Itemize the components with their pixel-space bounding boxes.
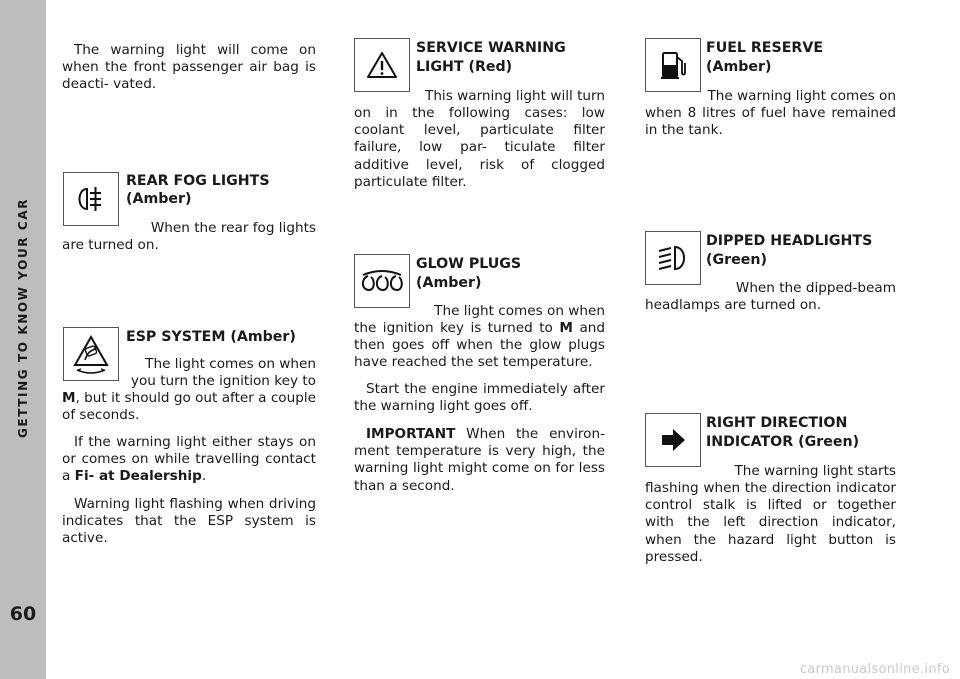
rear-fog-light-icon xyxy=(63,172,119,226)
fuel-pump-icon xyxy=(645,38,701,92)
esp-stays-on: If the warning light either stays on or comes on while travelling contact a xyxy=(62,434,316,485)
service-text-1: This warning light will turn xyxy=(425,88,605,104)
glow-plugs-title-2: (Amber) xyxy=(416,275,482,291)
dipped-headlights-icon xyxy=(645,231,701,285)
right-indicator-title-2: INDICATOR (Green) xyxy=(706,434,860,450)
watermark: carmanualsonline.info xyxy=(799,662,950,677)
service-title-1: SERVICE WARNING xyxy=(416,40,566,56)
glow-text-a: the ignition key is turned to xyxy=(354,320,553,336)
right-indicator-text-rest: flashing when the direction indicator control stalk is lifted or together with the left direction indicator, when the hazard light button is pressed. xyxy=(645,480,896,565)
service-warning-icon xyxy=(354,38,410,92)
sidebar xyxy=(0,0,46,679)
esp-text-3 xyxy=(62,390,316,424)
esp-dot: . xyxy=(201,468,207,485)
esp-flashing-text: Warning light flashing when driving indicates that the ESP system is active. xyxy=(62,496,316,547)
right-indicator-text-1: The warning light starts xyxy=(734,463,896,479)
glow-plugs-text-2 xyxy=(354,320,605,372)
rear-fog-title-2: (Amber) xyxy=(126,191,192,207)
esp-stays-on-text xyxy=(62,434,316,486)
right-indicator-title-1: RIGHT DIRECTION xyxy=(706,415,848,431)
fuel-reserve-title-2: (Amber) xyxy=(706,59,772,75)
fuel-reserve-text-rest: when 8 litres of fuel have remained in the tank. xyxy=(645,105,896,139)
important-label: IMPORTANT xyxy=(366,426,456,442)
important-body: When the environ- ment temperature is very high, the warning light might come on for less than a second. xyxy=(354,426,605,494)
dipped-headlights-title-2: (Green) xyxy=(706,252,767,268)
esp-title: ESP SYSTEM (Amber) xyxy=(126,329,296,345)
key-position-m: M xyxy=(62,390,76,406)
esp-text-1: The light comes on when xyxy=(145,356,316,372)
key-position-m: M xyxy=(559,320,573,336)
dipped-headlights-text-2: headlamps are turned on. xyxy=(645,297,822,313)
right-arrow-icon xyxy=(645,413,701,467)
service-title-2: LIGHT (Red) xyxy=(416,59,513,75)
glow-plugs-text-1: The light comes on when xyxy=(434,303,605,319)
glow-important-text xyxy=(354,426,605,495)
rear-fog-title-1: REAR FOG LIGHTS xyxy=(126,173,270,189)
glow-plugs-icon xyxy=(354,254,410,308)
page-number: 60 xyxy=(9,603,37,625)
rear-fog-text-1: When the rear fog lights xyxy=(150,220,316,236)
dipped-headlights-text-1: When the dipped-beam xyxy=(735,280,896,296)
glow-text-b: and then goes off when the glow plugs have reached the set temperature. xyxy=(354,320,606,371)
dipped-headlights-title-1: DIPPED HEADLIGHTS xyxy=(706,233,873,249)
esp-text-3-rest: , but it should go out after a couple of seconds. xyxy=(62,390,317,424)
glow-start-text: Start the engine immediately after the warning light goes off. xyxy=(354,381,605,415)
fiat-dealership: Fi- at Dealership xyxy=(74,468,202,485)
service-text-rest: on in the following cases: low coolant level, particulate filter failure, low par- ticulate filter additive level, risk of clogged particulate filter. xyxy=(354,105,605,190)
rear-fog-text-2: are turned on. xyxy=(62,237,159,253)
fuel-reserve-title-1: FUEL RESERVE xyxy=(706,40,824,56)
section-title: GETTING TO KNOW YOUR CAR xyxy=(16,197,30,439)
fuel-reserve-text-1: The warning light comes on xyxy=(707,88,896,104)
esp-text-2: you turn the ignition key to xyxy=(130,373,316,389)
esp-system-icon xyxy=(63,327,119,381)
airbag-text: The warning light will come on when the front passenger air bag is deacti- vated. xyxy=(62,42,316,93)
glow-plugs-title-1: GLOW PLUGS xyxy=(416,256,522,272)
